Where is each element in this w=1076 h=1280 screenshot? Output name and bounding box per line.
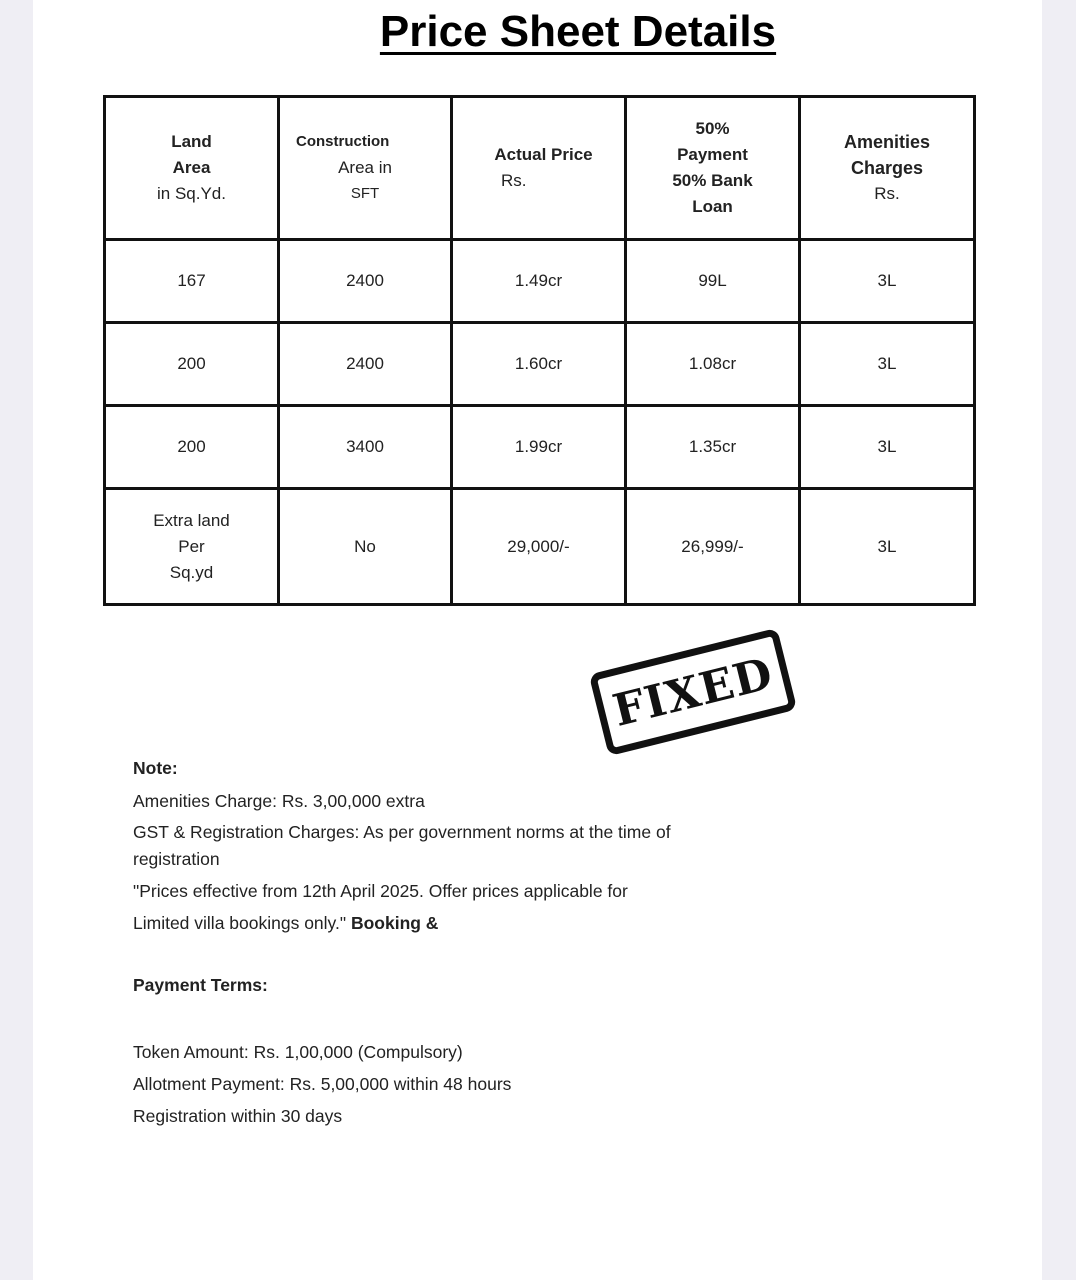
header-line: SFT <box>350 185 380 202</box>
header-line: Charges <box>850 158 924 178</box>
header-construction-area <box>279 97 452 240</box>
payment-term-item: Registration within 30 days <box>133 1106 343 1126</box>
header-line: Payment <box>677 145 748 164</box>
cell-payment-loan: 1.08cr <box>626 323 800 406</box>
payment-terms-list <box>133 1036 733 1132</box>
price-table <box>103 95 976 606</box>
payment-terms-heading: Payment Terms: <box>133 975 268 995</box>
cell-construction-area: No <box>279 489 452 605</box>
cell-actual-price: 29,000/- <box>452 489 626 605</box>
payment-term-item: Allotment Payment: Rs. 5,00,000 within 48 hours <box>133 1074 512 1094</box>
cell-actual-price: 1.99cr <box>452 406 626 489</box>
header-line: 50% <box>695 119 730 138</box>
cell-land-area: 200 <box>105 406 279 489</box>
note-heading: Note: <box>133 758 178 778</box>
note-gst-line2: registration <box>133 849 220 869</box>
cell-construction-area: 2400 <box>279 240 452 323</box>
cell-land-area: 200 <box>105 323 279 406</box>
header-line: Actual Price <box>494 145 593 164</box>
header-line: Amenities <box>843 132 931 152</box>
cell-construction-area: 2400 <box>279 323 452 406</box>
note-offer-line2-wrapper <box>133 907 833 939</box>
note-gst-line1: GST & Registration Charges: As per government norms at the time of <box>133 822 671 842</box>
note-amenities: Amenities Charge: Rs. 3,00,000 extra <box>133 791 425 811</box>
table-row <box>105 406 975 489</box>
header-payment-loan <box>626 97 800 240</box>
table-row <box>105 240 975 323</box>
header-line: Construction <box>296 133 390 150</box>
header-line: in Sq.Yd. <box>157 184 226 203</box>
header-line: Rs. <box>874 184 900 203</box>
cell-land-area <box>105 489 279 605</box>
cell-amenities: 3L <box>800 489 975 605</box>
cell-line: Per <box>178 536 205 556</box>
header-line: Area <box>172 158 211 177</box>
table-row <box>105 323 975 406</box>
cell-payment-loan: 26,999/- <box>626 489 800 605</box>
cell-amenities: 3L <box>800 323 975 406</box>
note-section <box>133 755 833 939</box>
header-line: Land <box>171 132 212 151</box>
cell-actual-price: 1.60cr <box>452 323 626 406</box>
fixed-stamp: FIXED <box>589 628 798 756</box>
header-actual-price <box>452 97 626 240</box>
table-header-row <box>105 97 975 240</box>
payment-terms-section <box>133 972 733 1132</box>
header-line: Area in <box>338 158 392 177</box>
cell-payment-loan: 99L <box>626 240 800 323</box>
cell-land-area: 167 <box>105 240 279 323</box>
payment-term-item: Token Amount: Rs. 1,00,000 (Compulsory) <box>133 1042 463 1062</box>
note-offer-line1: "Prices effective from 12th April 2025. Offer prices applicable for <box>133 881 628 901</box>
header-line: Rs. <box>501 171 527 190</box>
document-page <box>33 0 1042 1280</box>
cell-amenities: 3L <box>800 406 975 489</box>
note-offer-bold: Booking & <box>350 913 439 933</box>
note-offer-line2: Limited villa bookings only." <box>133 913 347 933</box>
header-line: 50% Bank <box>672 171 753 190</box>
cell-actual-price: 1.49cr <box>452 240 626 323</box>
header-amenities <box>800 97 975 240</box>
cell-payment-loan: 1.35cr <box>626 406 800 489</box>
cell-line: Extra land <box>153 510 230 530</box>
cell-line: Sq.yd <box>169 562 214 582</box>
table-row-extra-land <box>105 489 975 605</box>
cell-amenities: 3L <box>800 240 975 323</box>
cell-construction-area: 3400 <box>279 406 452 489</box>
header-land-area <box>105 97 279 240</box>
header-line: Loan <box>692 197 733 216</box>
page-title: Price Sheet Details <box>379 7 777 56</box>
